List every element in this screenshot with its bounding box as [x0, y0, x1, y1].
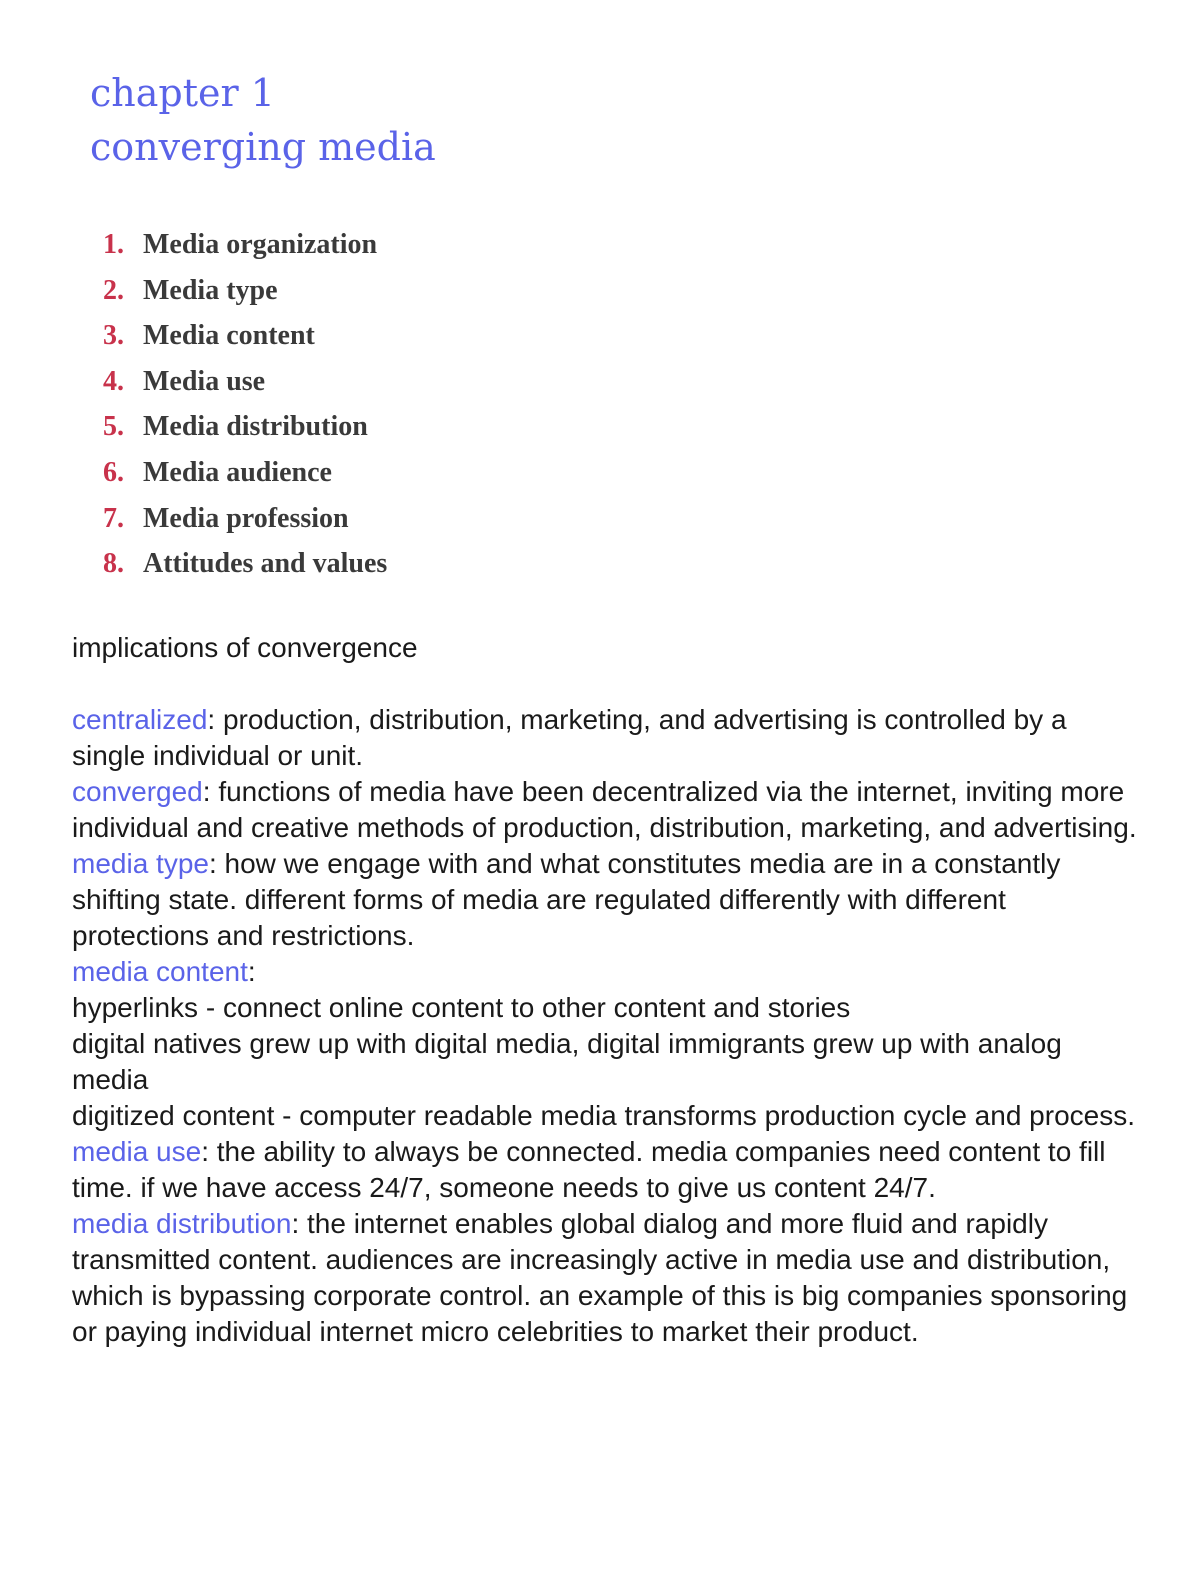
definition-media-content	[72, 954, 1142, 990]
content-note-hyperlinks: hyperlinks - connect online content to other content and stories	[72, 992, 851, 1023]
term-definition: :	[247, 956, 256, 987]
outline-item	[103, 406, 387, 452]
outline-item-number: 7.	[103, 502, 124, 534]
term-definition: : the ability to always be connected. media companies need content to fill time. if we have access 24/7, someone needs to give us content 24/7.	[72, 1136, 1106, 1203]
content-note-digitized-content: digitized content - computer readable media transforms production cycle and process.	[72, 1100, 1135, 1131]
term-definition: : functions of media have been decentralized via the internet, inviting more individual and creative methods of production, distribution, marketing, and advertising.	[72, 776, 1137, 843]
term-label: media content	[72, 956, 248, 987]
outline-item-number: 5.	[103, 411, 124, 443]
outline-item-number: 3.	[103, 320, 124, 352]
outline-item-label: Media use	[143, 365, 266, 397]
chapter-title	[90, 66, 436, 174]
definition-centralized	[72, 702, 1142, 774]
term-label: centralized	[72, 704, 208, 735]
outline-item-number: 1.	[103, 229, 124, 260]
term-label: media type	[72, 848, 209, 879]
outline-item-label: Media type	[143, 274, 278, 306]
content-note-digital-natives: digital natives grew up with digital media, digital immigrants grew up with analog media	[72, 1028, 1062, 1095]
outline-item-label: Media organization	[143, 229, 378, 260]
chapter-number: chapter 1	[90, 71, 275, 115]
notes-section	[72, 630, 1142, 1350]
outline-item-label: Media profession	[143, 502, 349, 534]
outline-item-label: Media distribution	[143, 411, 368, 443]
term-label: converged	[72, 776, 203, 807]
term-definition: : production, distribution, marketing, and advertising is controlled by a single individual or unit.	[72, 704, 1067, 771]
section-heading: implications of convergence	[72, 632, 418, 663]
outline-item	[103, 543, 387, 589]
outline-item-number: 6.	[103, 456, 124, 488]
outline-item-label: Media content	[143, 320, 315, 352]
outline-item	[103, 452, 387, 498]
outline-item	[103, 315, 387, 361]
outline-item	[103, 361, 387, 407]
term-definition: : how we engage with and what constitutes media are in a constantly shifting state. different forms of media are regulated differently with different protections and restrictions.	[72, 848, 1061, 951]
outline-item	[103, 498, 387, 544]
definition-media-type	[72, 846, 1142, 954]
outline-item-number: 4.	[103, 365, 124, 397]
outline-item	[103, 270, 387, 316]
definition-media-use	[72, 1134, 1142, 1206]
term-label: media distribution	[72, 1208, 292, 1239]
outline-item-number: 8.	[103, 548, 124, 580]
term-label: media use	[72, 1136, 202, 1167]
outline-item-label: Attitudes and values	[143, 548, 388, 580]
chapter-name: converging media	[90, 125, 436, 169]
outline-item-number: 2.	[103, 274, 124, 306]
topic-outline-list	[103, 224, 387, 589]
outline-item-label: Media audience	[143, 456, 332, 488]
outline-item	[103, 224, 387, 270]
definition-converged	[72, 774, 1142, 846]
definition-media-distribution	[72, 1206, 1142, 1350]
term-definition: : the internet enables global dialog and more fluid and rapidly transmitted content. audiences are increasingly active in media use and distribution, which is bypassing corporate control. an example of this is big companies sponsoring or paying individual internet micro celebrities to market their product.	[72, 1208, 1128, 1347]
